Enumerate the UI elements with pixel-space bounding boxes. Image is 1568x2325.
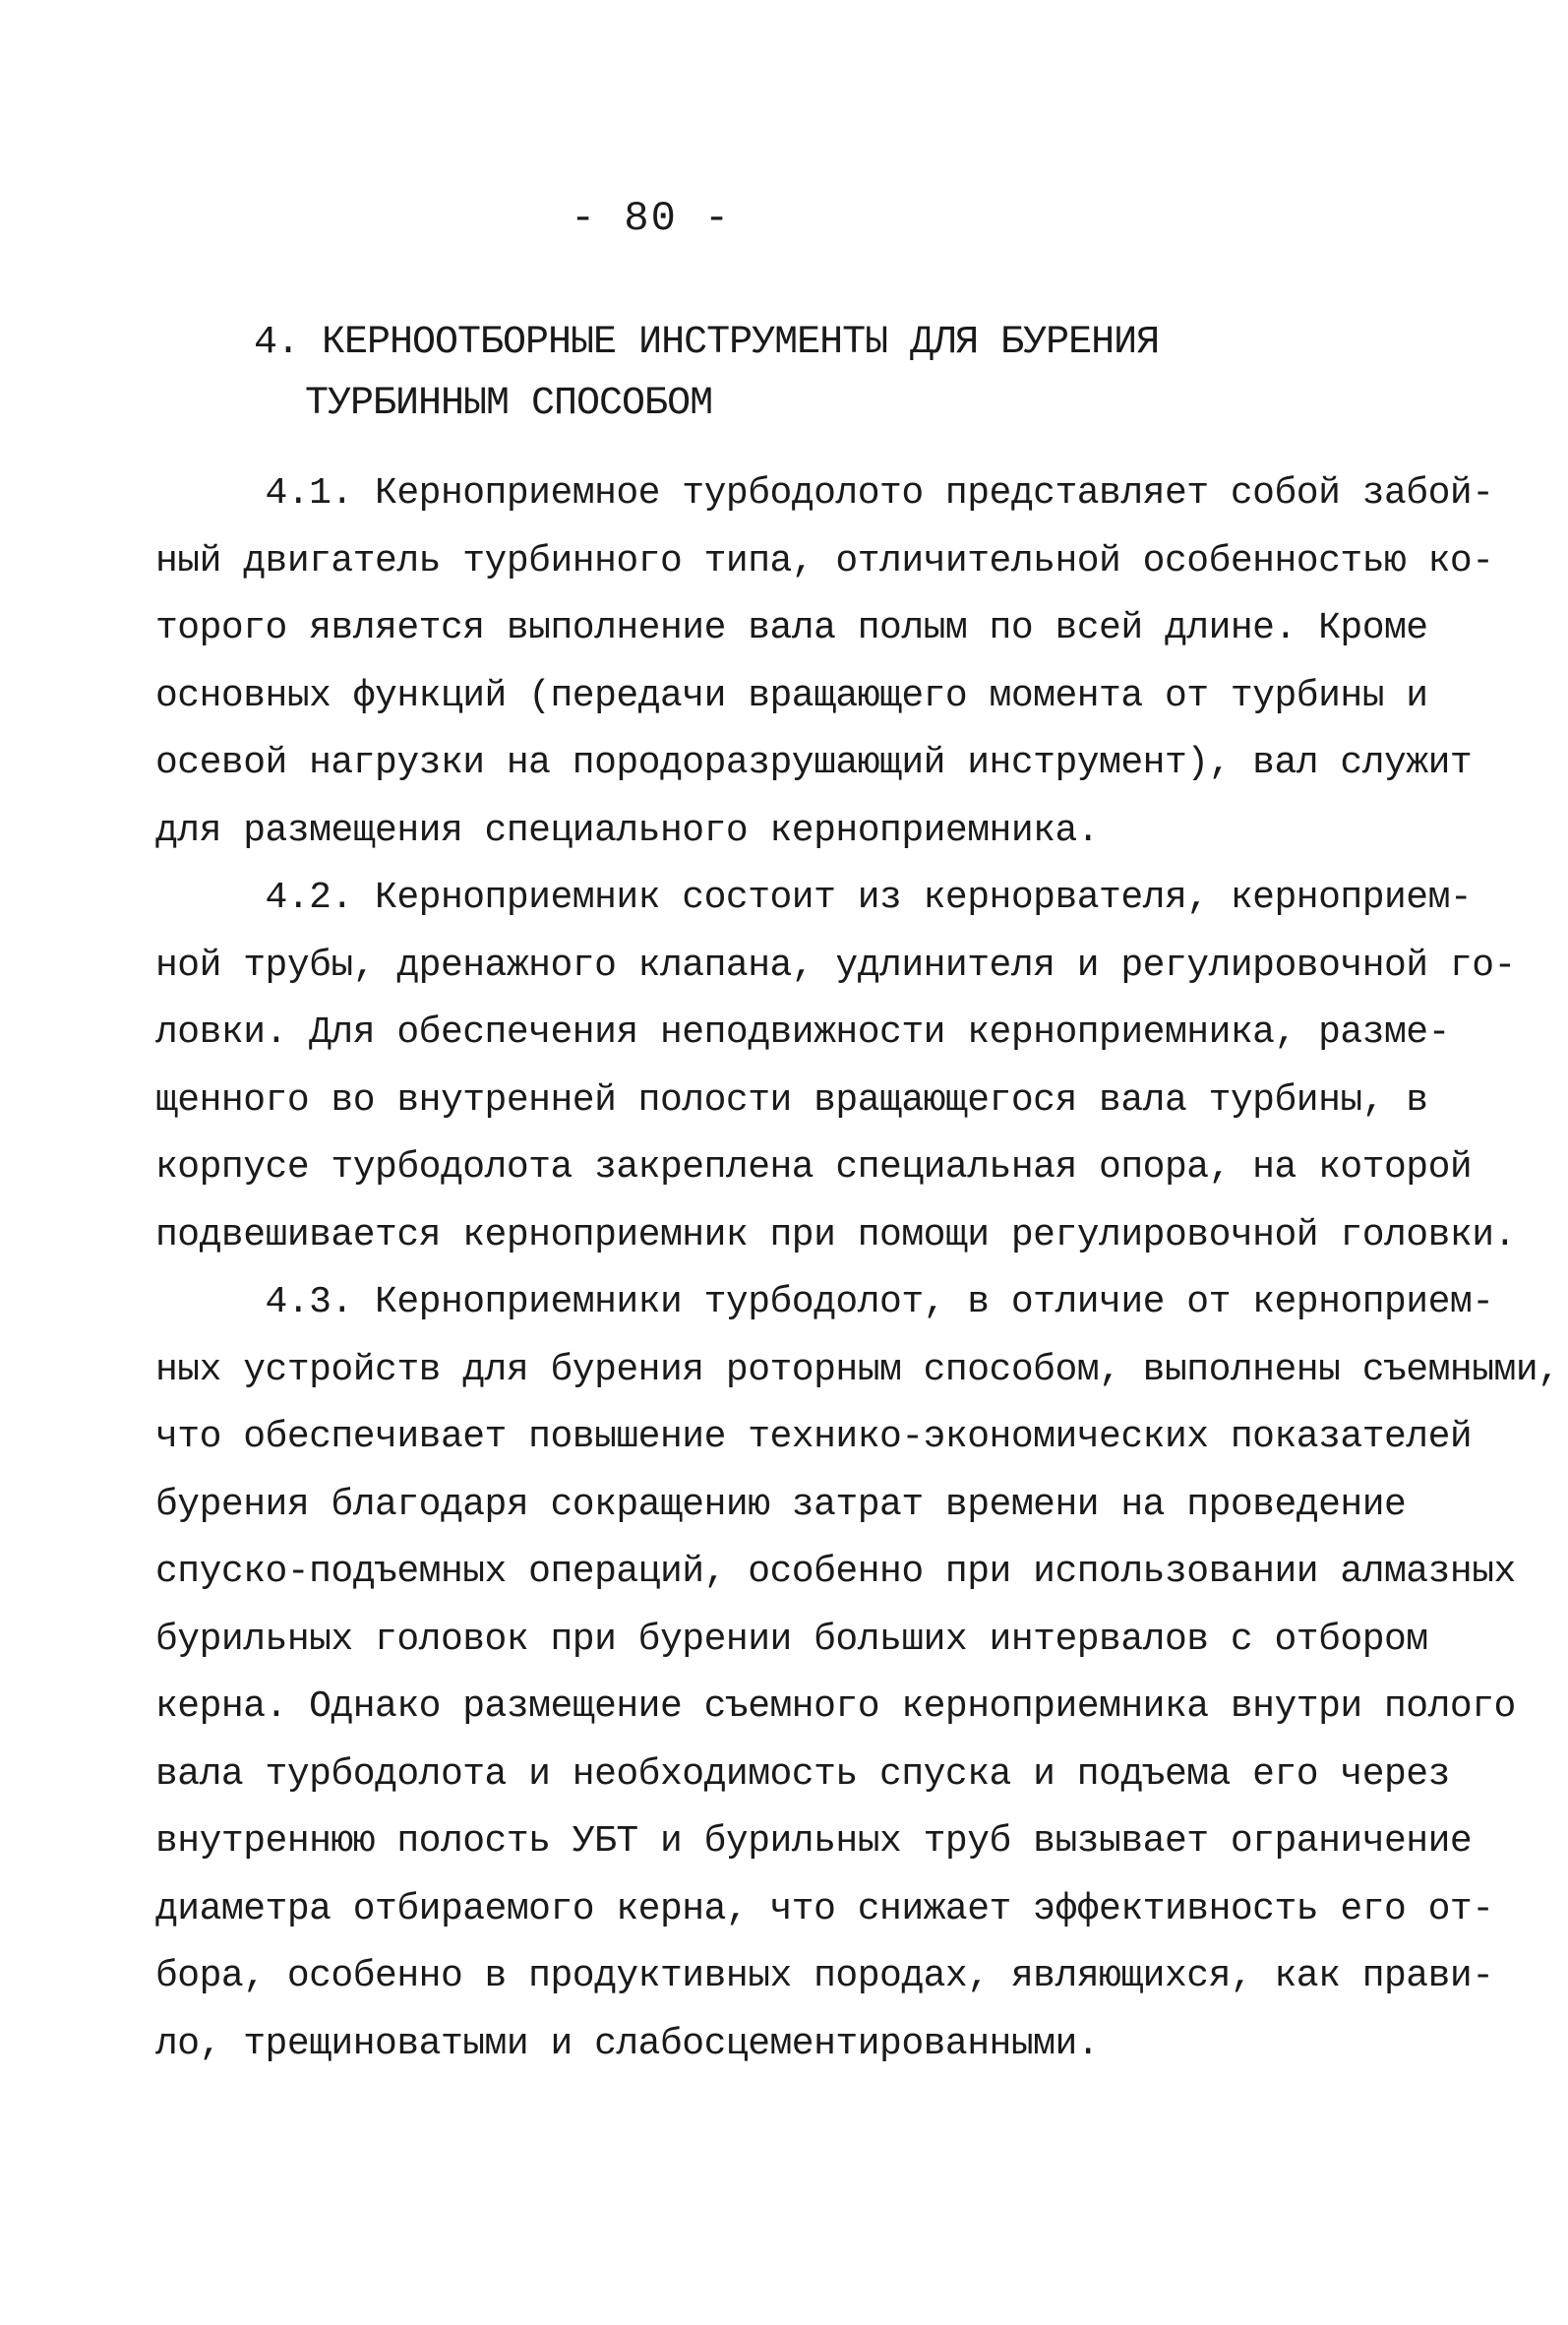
text-line: подвешивается керноприемник при помощи регулировочной головки. [155, 1213, 1516, 1256]
text-line: спуско-подъемных операций, особенно при использовании алмазных [155, 1551, 1516, 1593]
text-line: внутреннюю полость УБТ и бурильных труб вызывает ограничение [155, 1820, 1473, 1863]
text-line: 4.2. Керноприемник состоит из кернорвателя, керноприем- [155, 877, 1473, 919]
text-line: ло, трещиноватыми и слабосцементированными. [155, 2022, 1100, 2065]
section-heading-line: ТУРБИННЫМ СПОСОБОМ [305, 382, 713, 426]
body-text [155, 460, 1560, 2078]
text-line: ловки. Для обеспечения неподвижности керноприемника, разме- [155, 1011, 1450, 1054]
text-line: 4.3. Керноприемники турбодолот, в отличие от керноприем- [155, 1281, 1494, 1323]
paragraph-4-2 [155, 865, 1516, 1269]
text-line: ной трубы, дренажного клапана, удлинителя и регулировочной го- [155, 944, 1516, 987]
text-line: корпусе турбодолота закреплена специальная опора, на которой [155, 1146, 1473, 1189]
text-line: 4.1. Керноприемное турбодолото представляет собой забой- [155, 472, 1494, 515]
text-line: бурения благодаря сокращению затрат времени на проведение [155, 1483, 1407, 1526]
text-line: основных функций (передачи вращающего момента от турбины и [155, 674, 1428, 717]
text-line: диаметра отбираемого керна, что снижает эффективность его от- [155, 1887, 1494, 1930]
text-line: для размещения специального керноприемника. [155, 809, 1100, 852]
page-number: - 80 - [571, 195, 732, 242]
text-line: вала турбодолота и необходимость спуска и подъема его через [155, 1752, 1450, 1796]
text-line: ный двигатель турбинного типа, отличительной особенностью ко- [155, 539, 1494, 582]
text-line: торого является выполнение вала полым по всей длине. Кроме [155, 607, 1428, 649]
text-line: что обеспечивает повышение технико-экономических показателей [155, 1416, 1473, 1458]
section-heading [254, 313, 1159, 435]
section-heading-line: 4. КЕРНООТБОРНЫЕ ИНСТРУМЕНТЫ ДЛЯ БУРЕНИЯ [254, 321, 1160, 365]
text-line: щенного во внутренней полости вращающегося вала турбины, в [155, 1078, 1428, 1122]
text-line: бора, особенно в продуктивных породах, являющихся, как прави- [155, 1955, 1494, 1997]
text-line: бурильных головок при бурении больших интервалов с отбором [155, 1618, 1428, 1661]
text-line: осевой нагрузки на породоразрушающий инструмент), вал служит [155, 742, 1473, 784]
text-line: керна. Однако размещение съемного керноприемника внутри полого [155, 1685, 1516, 1728]
paragraph-4-3 [155, 1269, 1560, 2078]
text-line: ных устройств для бурения роторным способом, выполнены съемными, [155, 1348, 1560, 1391]
paragraph-4-1 [155, 460, 1494, 865]
